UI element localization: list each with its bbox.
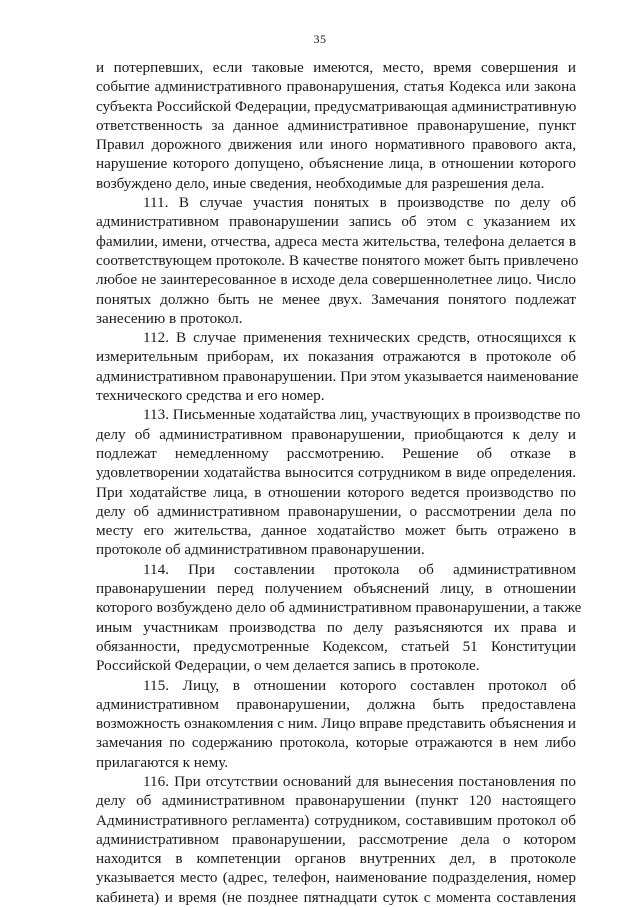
text-line: возможность ознакомления с ним. Лицо вправе представить объяснения и bbox=[96, 715, 577, 733]
text-line: соответствующем протоколе. В качестве понятого может быть привлечено bbox=[96, 251, 579, 269]
text-line: делу об административном правонарушении, приобщаются к делу и bbox=[96, 425, 576, 443]
text-line: субъекта Российской Федерации, предусматривающая административную bbox=[96, 97, 577, 115]
text-line: понятых должно быть не менее двух. Замечания понятого подлежат bbox=[96, 290, 576, 308]
paragraph bbox=[96, 676, 576, 772]
paragraph bbox=[96, 193, 579, 328]
text-line: возбуждено дело, иные сведения, необходимые для разрешения дела. bbox=[96, 174, 545, 192]
paragraph bbox=[96, 58, 576, 193]
text-line: прилагаются к нему. bbox=[96, 753, 229, 771]
text-line: делу об административном правонарушении, о рассмотрении дела по bbox=[96, 502, 576, 520]
text-line: 111. В случае участия понятых в производстве по делу об bbox=[143, 194, 576, 212]
text-line: любое не заинтересованное в исходе дела совершеннолетнее лицо. Число bbox=[96, 271, 576, 289]
text-line: 116. При отсутствии оснований для вынесения постановления по bbox=[143, 772, 576, 790]
text-line: делу об административном правонарушении (пункт 120 настоящего bbox=[96, 792, 576, 810]
paragraph bbox=[96, 328, 579, 405]
text-line: нарушение которого допущено, объяснение лица, в отношении которого bbox=[96, 155, 576, 173]
text-line: обязанности, предусмотренные Кодексом, статьей 51 Конституции bbox=[96, 637, 576, 655]
text-line: административном правонарушении, должна быть предоставлена bbox=[96, 695, 576, 713]
text-line: ответственность за данное административное правонарушение, пункт bbox=[96, 116, 576, 134]
text-line: и потерпевших, если таковые имеются, место, время совершения и bbox=[96, 59, 576, 76]
text-line: занесению в протокол. bbox=[96, 309, 243, 327]
text-line: При ходатайстве лица, в отношении которого ведется производство по bbox=[96, 483, 576, 501]
text-line: 113. Письменные ходатайства лиц, участвующих в производстве по bbox=[143, 406, 581, 424]
document-body bbox=[96, 58, 582, 907]
text-line: кабинета) и время (не позднее пятнадцати суток с момента составления bbox=[96, 888, 576, 906]
text-line: находится в компетенции органов внутренних дел, в протоколе bbox=[96, 850, 576, 868]
text-line: измерительным приборам, их показания отражаются в протоколе об bbox=[96, 348, 576, 366]
text-line: месту его жительства, данное ходатайство может быть отражено в bbox=[96, 522, 576, 540]
paragraph bbox=[96, 772, 576, 907]
text-line: протоколе об административном правонарушении. bbox=[96, 541, 425, 559]
text-line: 114. При составлении протокола об административном bbox=[143, 560, 576, 578]
text-line: фамилии, имени, отчества, адреса места жительства, телефона делается в bbox=[96, 232, 576, 250]
page-number: 35 bbox=[313, 32, 327, 46]
paragraph bbox=[96, 405, 581, 559]
text-line: правонарушении перед получением объяснений лицу, в отношении bbox=[96, 580, 576, 598]
text-line: удовлетворении ходатайства выносится сотрудником в виде определения. bbox=[96, 464, 576, 482]
text-line: 115. Лицу, в отношении которого составлен протокол об bbox=[143, 676, 576, 694]
text-line: технического средства и его номер. bbox=[96, 387, 325, 405]
text-line: подлежат немедленному рассмотрению. Решение об отказе в bbox=[96, 444, 576, 462]
text-line: административном правонарушении, рассмотрение дела о котором bbox=[96, 830, 576, 848]
paragraph bbox=[96, 560, 582, 676]
text-line: Правил дорожного движения или иного нормативного правового акта, bbox=[96, 136, 576, 154]
text-line: иным участникам производства по делу разъясняются их права и bbox=[96, 618, 576, 636]
text-line: которого возбуждено дело об административном правонарушении, а также bbox=[96, 599, 582, 617]
text-line: административном правонарушении. При этом указывается наименование bbox=[96, 367, 579, 385]
text-line: Российской Федерации, о чем делается запись в протоколе. bbox=[96, 657, 480, 675]
text-line: 112. В случае применения технических средств, относящихся к bbox=[143, 329, 576, 347]
text-line: указывается место (адрес, телефон, наименование подразделения, номер bbox=[96, 869, 576, 887]
text-line: событие административного правонарушения, статья Кодекса или закона bbox=[96, 78, 576, 96]
text-line: замечания по содержанию протокола, которые отражаются в нем либо bbox=[96, 734, 576, 752]
text-line: административном правонарушении запись об этом с указанием их bbox=[96, 213, 576, 231]
text-line: Административного регламента) сотрудником, составившим протокол об bbox=[96, 811, 576, 829]
